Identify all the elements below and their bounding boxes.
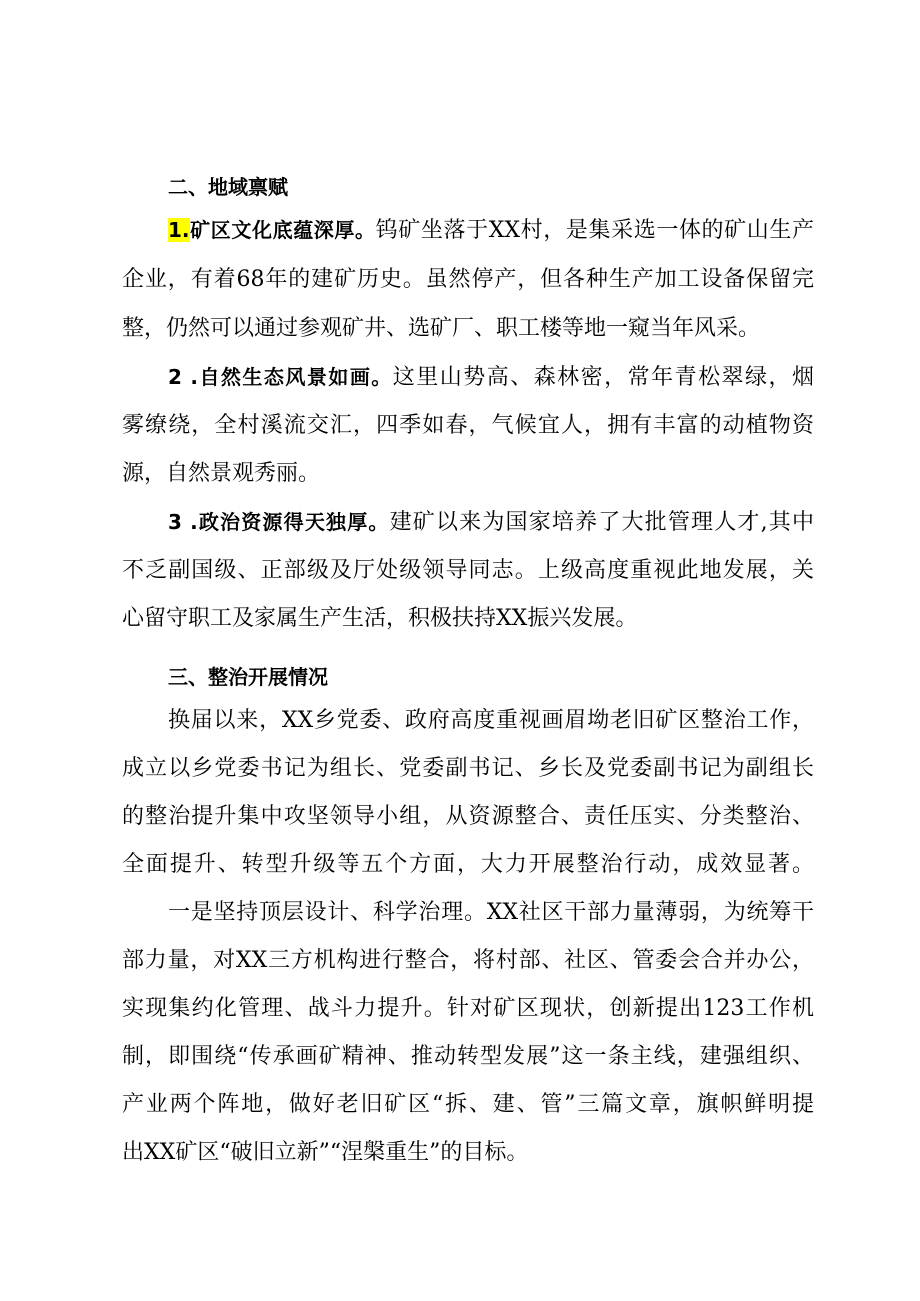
para-1-line-3: 的整治提升集中攻坚领导小组，从资源整合、责任压实、分类整治、	[122, 804, 814, 829]
item-3-lead: 政治资源得天独厚。	[197, 510, 390, 534]
para-1-line-4: 全面提升、转型升级等五个方面，大力开展整治行动，成效显著。	[122, 852, 814, 877]
para-1-line-1: 换届以来，XX乡党委、政府高度重视画眉坳老旧矿区整治工作，	[168, 708, 814, 733]
item-2-line-3: 源，自然景观秀丽。	[122, 461, 321, 486]
item-1-line-1	[168, 214, 814, 247]
item-3-line-1	[168, 506, 814, 539]
para-2-line-3: 实现集约化管理、战斗力提升。针对矿区现状，创新提出123工作机	[122, 996, 814, 1021]
item-3-line-2: 不乏副国级、正部级及厅处级领导同志。上级高度重视此地发展，关	[122, 558, 814, 583]
item-1-text: 钨矿坐落于XX村，是集采选一体的矿山生产	[375, 218, 815, 243]
item-3-text: 建矿以来为国家培养了大批管理人才,其中	[389, 510, 814, 535]
item-2-text: 这里山势高、森林密，常年青松翠绿，烟	[392, 365, 814, 390]
para-2-line-5: 产业两个阵地，做好老旧矿区“拆、建、管”三篇文章，旗帜鲜明提	[122, 1092, 814, 1117]
para-2-line-4: 制，即围绕“传承画矿精神、推动转型发展”这一条主线，建强组织、	[122, 1044, 814, 1069]
section-heading-3: 三、整治开展情况	[168, 665, 328, 689]
item-2-lead: 自然生态风景如画。	[197, 365, 393, 389]
para-2-line-2: 部力量，对XX三方机构进行整合，将村部、社区、管委会合并办公，	[122, 948, 814, 973]
item-1-line-2: 企业，有着68年的建矿历史。虽然停产，但各种生产加工设备保留完	[122, 267, 814, 292]
para-2-line-1: 一是坚持顶层设计、科学治理。XX社区干部力量薄弱，为统筹干	[168, 900, 814, 925]
item-1-lead: 矿区文化底蕴深厚。	[189, 218, 376, 242]
para-1-line-2: 成立以乡党委书记为组长、党委副书记、乡长及党委副书记为副组长	[122, 756, 814, 781]
section-heading-2: 二、地域禀赋	[168, 175, 288, 199]
para-2-line-6: 出XX矿区“破旧立新”“涅槃重生”的目标。	[122, 1140, 529, 1165]
item-2-line-2: 雾缭绕，全村溪流交汇，四季如春，气候宜人，拥有丰富的动植物资	[122, 413, 814, 438]
item-2-number: 2 .	[168, 365, 198, 389]
item-1-number: 1.	[168, 218, 190, 242]
item-2-line-1	[168, 361, 814, 394]
item-3-number: 3 .	[168, 510, 198, 534]
item-3-line-3: 心留守职工及家属生产生活，积极扶持XX振兴发展。	[122, 606, 638, 631]
item-1-line-3: 整，仍然可以通过参观矿井、选矿厂、职工楼等地一窥当年风采。	[122, 316, 761, 341]
